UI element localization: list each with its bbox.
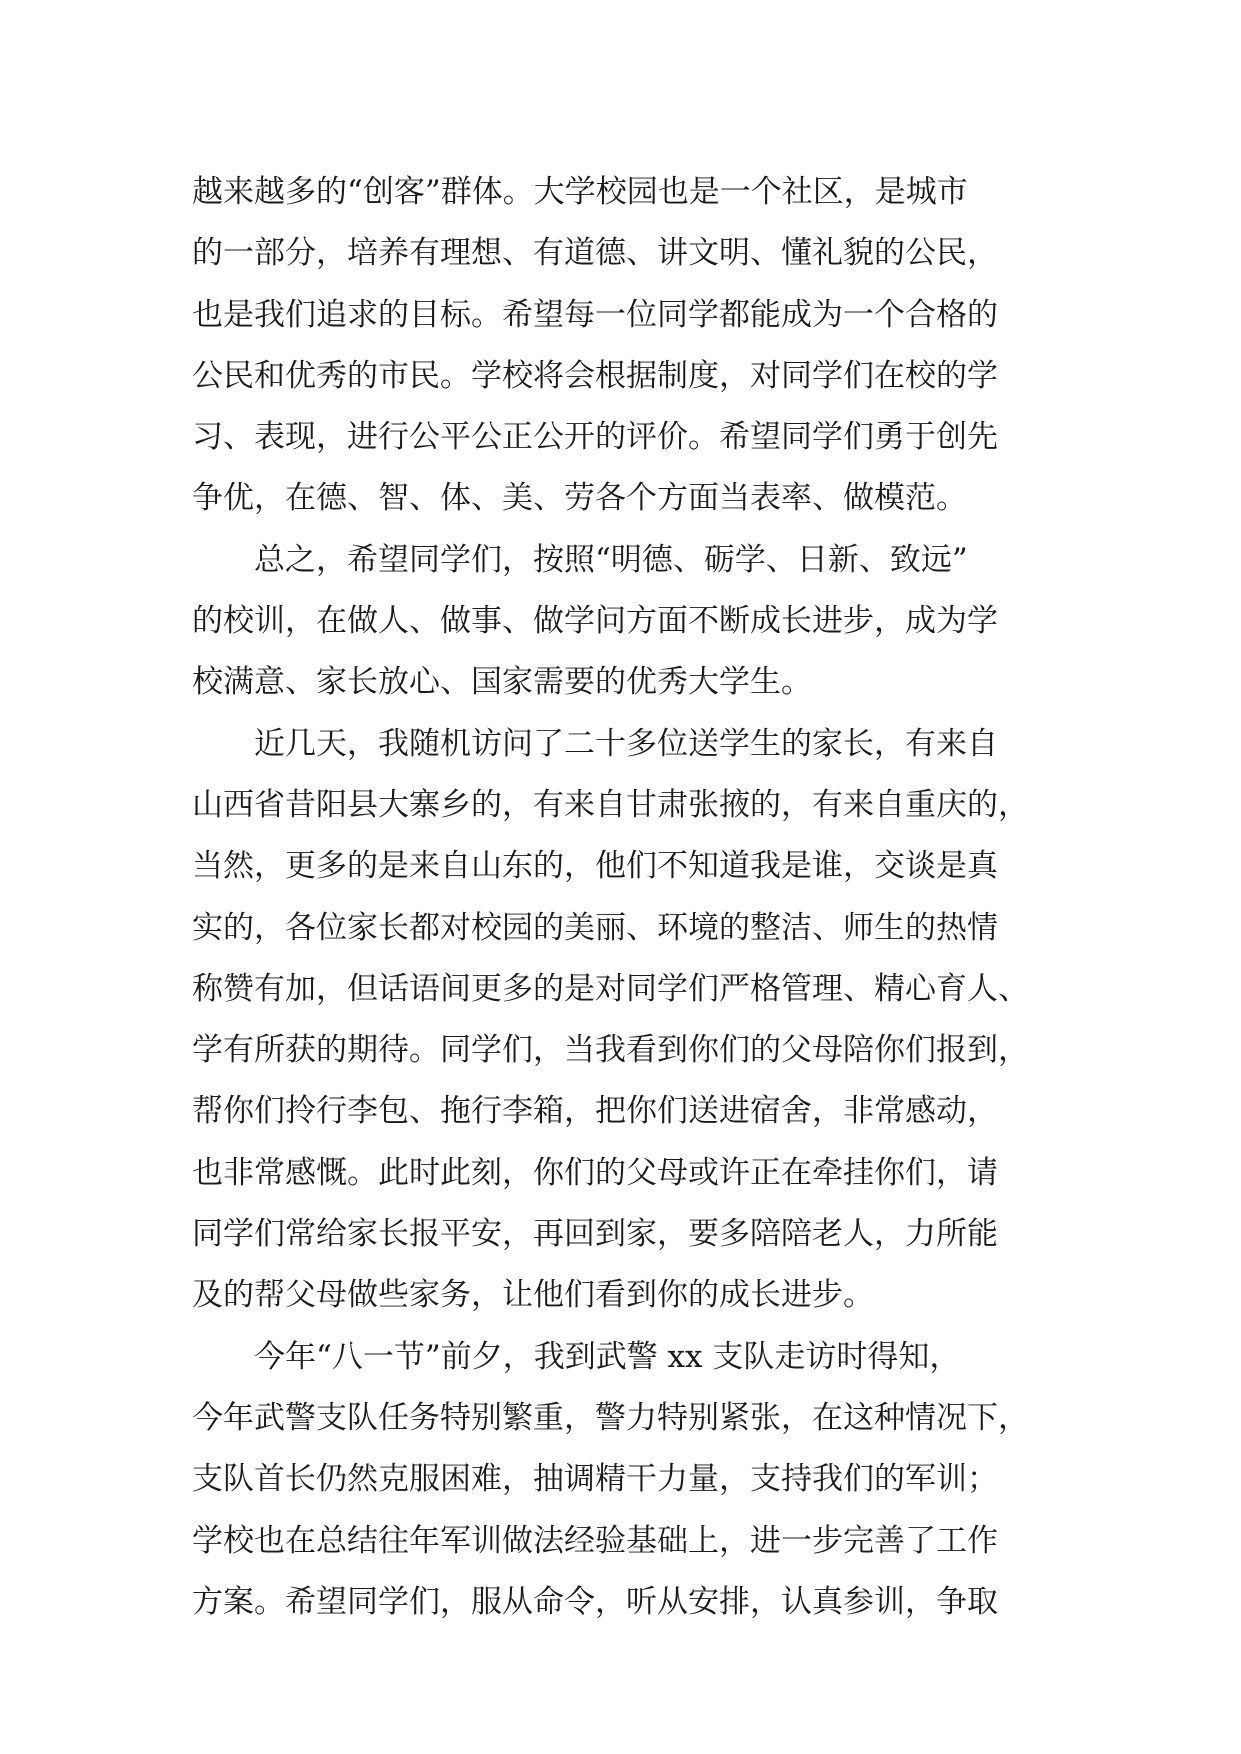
- text-line: 山西省昔阳县大寨乡的，有来自甘肃张掖的，有来自重庆的，: [192, 786, 1029, 823]
- text-line: 称赞有加，但话语间更多的是对同学们严格管理、精心育人、: [192, 970, 1029, 1007]
- text-line: 学校也在总结往年军训做法经验基础上，进一步完善了工作: [192, 1522, 998, 1559]
- text-line: 同学们常给家长报平安，再回到家，要多陪陪老人，力所能: [192, 1216, 998, 1253]
- text-line: 总之，希望同学们，按照“明德、砺学、日新、致远”: [192, 541, 968, 578]
- text-line: 今年“八一节”前夕，我到武警 xx 支队走访时得知，: [192, 1338, 961, 1375]
- text-line: 也非常感慨。此时此刻，你们的父母或许正在牵挂你们，请: [192, 1154, 998, 1191]
- body-text: [192, 162, 1072, 1633]
- text-line: 的校训，在做人、做事、做学问方面不断成长进步，成为学: [192, 603, 998, 640]
- text-line: 习、表现，进行公平公正公开的评价。希望同学们勇于创先: [192, 419, 998, 456]
- text-line: 帮你们拎行李包、拖行李箱，把你们送进宿舍，非常感动，: [192, 1093, 998, 1130]
- text-line: 今年武警支队任务特别繁重，警力特别紧张，在这种情况下，: [192, 1399, 1029, 1436]
- text-line: 越来越多的“创客”群体。大学校园也是一个社区，是城市: [192, 174, 968, 210]
- text-line: 实的，各位家长都对校园的美丽、环境的整洁、师生的热情: [192, 909, 998, 946]
- text-line: 争优，在德、智、体、美、劳各个方面当表率、做模范。: [192, 480, 967, 517]
- text-line: 校满意、家长放心、国家需要的优秀大学生。: [192, 664, 812, 701]
- text-line: 支队首长仍然克服困难，抽调精干力量，支持我们的军训；: [192, 1461, 998, 1498]
- text-line: 学有所获的期待。同学们，当我看到你们的父母陪你们报到，: [192, 1032, 1029, 1069]
- text-line: 当然，更多的是来自山东的，他们不知道我是谁，交谈是真: [192, 848, 998, 885]
- text-line: 也是我们追求的目标。希望每一位同学都能成为一个合格的: [192, 296, 998, 333]
- text-line: 及的帮父母做些家务，让他们看到你的成长进步。: [192, 1277, 874, 1314]
- text-line: 方案。希望同学们，服从命令，听从安排，认真参训，争取: [192, 1583, 998, 1620]
- text-line: 近几天，我随机访问了二十多位送学生的家长，有来自: [192, 725, 998, 762]
- text-line: 公民和优秀的市民。学校将会根据制度，对同学们在校的学: [192, 357, 998, 394]
- text-line: 的一部分，培养有理想、有道德、讲文明、懂礼貌的公民，: [192, 235, 998, 272]
